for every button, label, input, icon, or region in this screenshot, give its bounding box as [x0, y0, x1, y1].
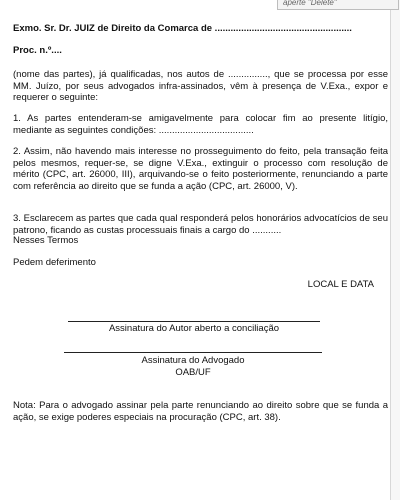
window-right-frame	[390, 0, 400, 500]
author-signature-label: Assinatura do Autor aberto a conciliação	[108, 323, 280, 334]
local-and-date: LOCAL E DATA	[307, 279, 374, 290]
item-1-paragraph: 1. As partes entenderam-se amigavelmente para colocar fim ao presente litígio, mediante as seguintes condições: ....................................	[13, 113, 388, 136]
intro-paragraph: (nome das partes), já qualificadas, nos autos de ..............., que se processa por esse MM. Juízo, por seus advogados infra-assinados, vêm à presença de V.Exa., expor e requerer o seguinte:	[13, 69, 388, 103]
delete-hint-box	[277, 0, 399, 10]
author-signature-line	[68, 321, 320, 322]
lawyer-oab-label: OAB/UF	[175, 367, 211, 378]
legal-note: Nota: Para o advogado assinar pela parte renunciando ao direito sobre que se funda a ação, se exige poderes especiais na procuração (CPC, art. 38).	[13, 400, 388, 423]
court-heading: Exmo. Sr. Dr. JUIZ de Direito da Comarca de ....................................................	[13, 23, 352, 34]
process-number-label: Proc. n.º....	[13, 45, 62, 56]
closing-pedem-deferimento: Pedem deferimento	[13, 257, 96, 268]
closing-nesses-termos: Nesses Termos	[13, 235, 79, 246]
item-3-paragraph: 3. Esclarecem as partes que cada qual responderá pelos honorários advocatícios de seu patrono, ficando as custas processuais finais a cargo do ...........	[13, 213, 388, 236]
lawyer-signature-label: Assinatura do Advogado	[141, 355, 245, 366]
item-2-paragraph: 2. Assim, não havendo mais interesse no prosseguimento do feito, pela transação feita pelos mesmos, requer-se, se digne V.Exa., extinguir o processo com resolução de mérito (CPC, art. 26000, III), arquivando-se o feito posteriormente, renunciando a parte com referência ao direito que se funda a ação (CPC, art. 26000, V).	[13, 146, 388, 192]
lawyer-signature-line	[64, 352, 322, 353]
delete-hint-text: aperte "Delete"	[283, 0, 337, 7]
